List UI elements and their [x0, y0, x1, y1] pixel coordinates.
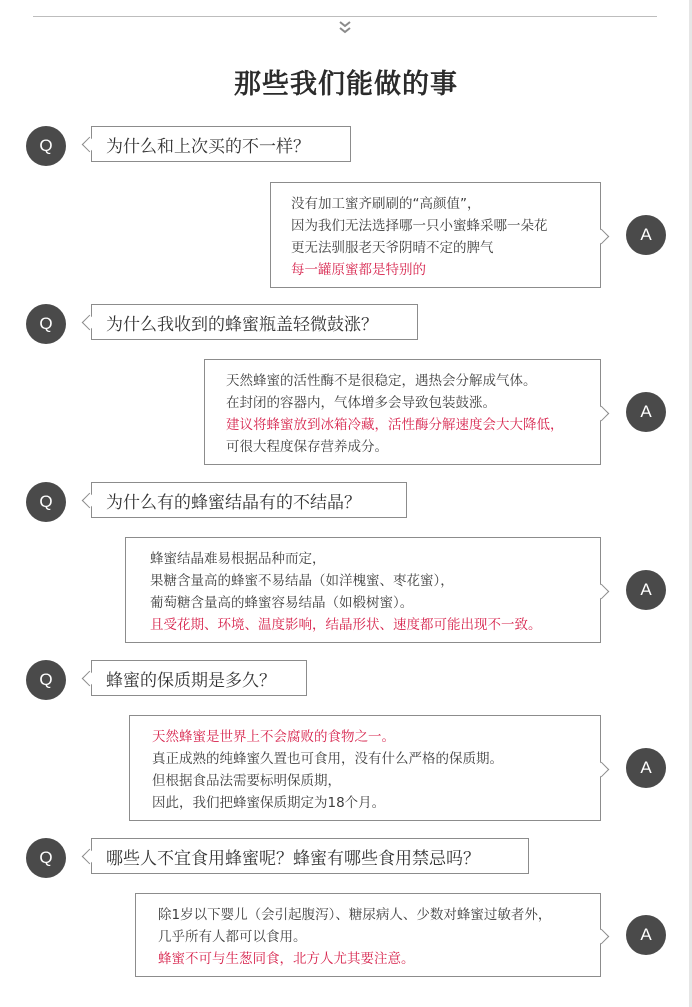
answer-bubble	[270, 182, 601, 288]
answer-line: 更无法驯服老天爷阴晴不定的脾气	[291, 240, 494, 256]
answer-highlight-line: 建议将蜂蜜放到冰箱冷藏，活性酶分解速度会大大降低，	[226, 417, 564, 433]
question-bubble: 为什么我收到的蜂蜜瓶盖轻微鼓涨？	[91, 304, 418, 340]
answer-line: 几乎所有人都可以食用。	[158, 929, 307, 945]
answer-bubble	[135, 893, 601, 977]
answer-line: 但根据食品法需要标明保质期，	[152, 773, 341, 789]
question-bubble: 哪些人不宜食用蜂蜜呢？蜂蜜有哪些食用禁忌吗？	[91, 838, 529, 874]
answer-highlight-line: 天然蜂蜜是世界上不会腐败的食物之一。	[152, 729, 395, 745]
answer-line: 可很大程度保存营养成分。	[226, 439, 388, 455]
answer-line: 除1岁以下婴儿（会引起腹泻）、糖尿病人、少数对蜂蜜过敏者外，	[158, 907, 552, 923]
answer-avatar: A	[626, 392, 666, 432]
question-avatar: Q	[26, 482, 66, 522]
answer-line: 蜂蜜结晶难易根据品种而定，	[150, 551, 326, 567]
answer-line: 没有加工蜜齐刷刷的“高颜值”，	[291, 196, 481, 212]
answer-bubble	[129, 715, 601, 821]
answer-highlight-line: 且受花期、环境、温度影响，结晶形状、速度都可能出现不一致。	[150, 617, 542, 633]
answer-line: 真正成熟的纯蜂蜜久置也可食用，没有什么严格的保质期。	[152, 751, 503, 767]
question-bubble: 为什么和上次买的不一样？	[91, 126, 351, 162]
question-avatar: Q	[26, 838, 66, 878]
answer-avatar: A	[626, 570, 666, 610]
answer-highlight-line: 每一罐原蜜都是特别的	[291, 262, 426, 278]
answer-avatar: A	[626, 748, 666, 788]
answer-bubble	[204, 359, 601, 465]
question-avatar: Q	[26, 660, 66, 700]
answer-avatar: A	[626, 215, 666, 255]
answer-line: 因为我们无法选择哪一只小蜜蜂采哪一朵花	[291, 218, 548, 234]
page-title: 那些我们能做的事	[234, 69, 458, 100]
answer-line: 因此，我们把蜂蜜保质期定为18个月。	[152, 795, 386, 811]
question-bubble: 蜂蜜的保质期是多久？	[91, 660, 307, 696]
answer-bubble	[125, 537, 601, 643]
answer-line: 在封闭的容器内，气体增多会导致包装鼓涨。	[226, 395, 496, 411]
answer-line: 葡萄糖含量高的蜂蜜容易结晶（如椴树蜜）。	[150, 595, 414, 611]
question-bubble: 为什么有的蜂蜜结晶有的不结晶？	[91, 482, 407, 518]
answer-line: 果糖含量高的蜂蜜不易结晶（如洋槐蜜、枣花蜜），	[150, 573, 454, 589]
question-avatar: Q	[26, 126, 66, 166]
question-avatar: Q	[26, 304, 66, 344]
answer-avatar: A	[626, 915, 666, 955]
answer-highlight-line: 蜂蜜不可与生葱同食，北方人尤其要注意。	[158, 951, 415, 967]
top-divider	[33, 16, 657, 17]
double-chevron-down-icon	[335, 19, 355, 35]
answer-line: 天然蜂蜜的活性酶不是很稳定，遇热会分解成气体。	[226, 373, 537, 389]
